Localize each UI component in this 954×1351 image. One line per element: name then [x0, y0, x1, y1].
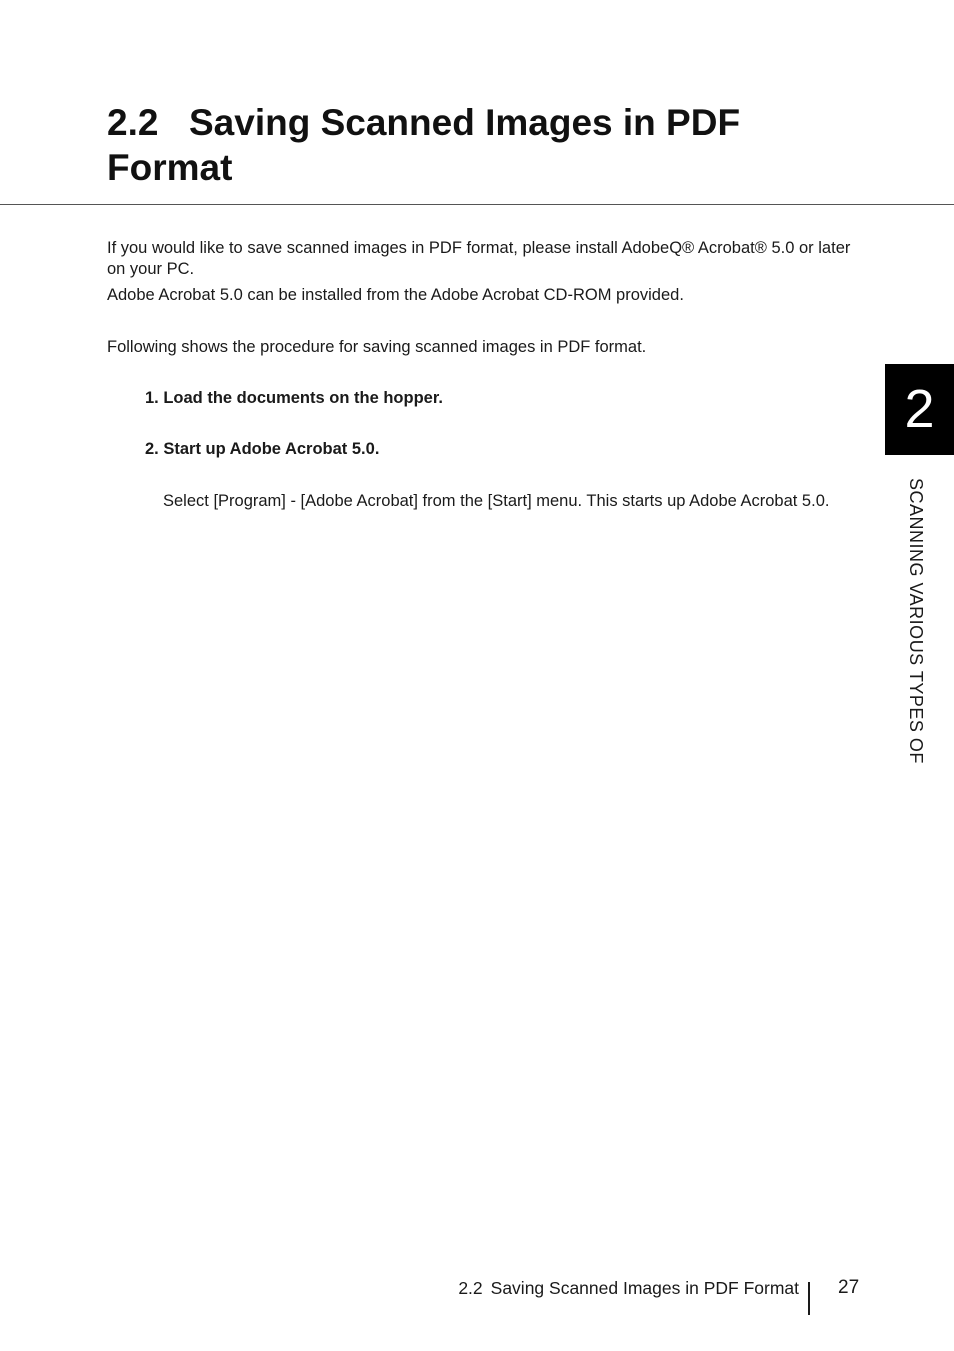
procedure-paragraph: Following shows the procedure for saving scanned images in PDF format.: [107, 338, 647, 356]
section-heading: [107, 100, 867, 190]
footer-divider: [808, 1282, 810, 1315]
step-2-detail: Select [Program] - [Adobe Acrobat] from the [Start] menu. This starts up Adobe Acrobat 5.0.: [163, 492, 830, 510]
footer-section-title: Saving Scanned Images in PDF Format: [490, 1278, 799, 1298]
step-1: 1. Load the documents on the hopper.: [145, 389, 443, 407]
heading-divider: [0, 204, 954, 205]
section-title: Saving Scanned Images in PDF Format: [107, 102, 741, 188]
section-number: 2.2: [107, 102, 159, 143]
chapter-title-vertical: SCANNING VARIOUS TYPES OF: [906, 478, 926, 764]
chapter-tab: 2: [885, 364, 954, 455]
intro-paragraph: If you would like to save scanned images in PDF format, please install AdobeQ® Acrobat® 5.0 or later on your PC.: [107, 239, 851, 278]
footer-running-head: [458, 1277, 799, 1299]
step-2: 2. Start up Adobe Acrobat 5.0.: [145, 440, 380, 458]
page-number: 27: [838, 1277, 860, 1298]
footer-section-number: 2.2: [458, 1278, 483, 1298]
install-paragraph: Adobe Acrobat 5.0 can be installed from the Adobe Acrobat CD-ROM provided.: [107, 286, 684, 304]
